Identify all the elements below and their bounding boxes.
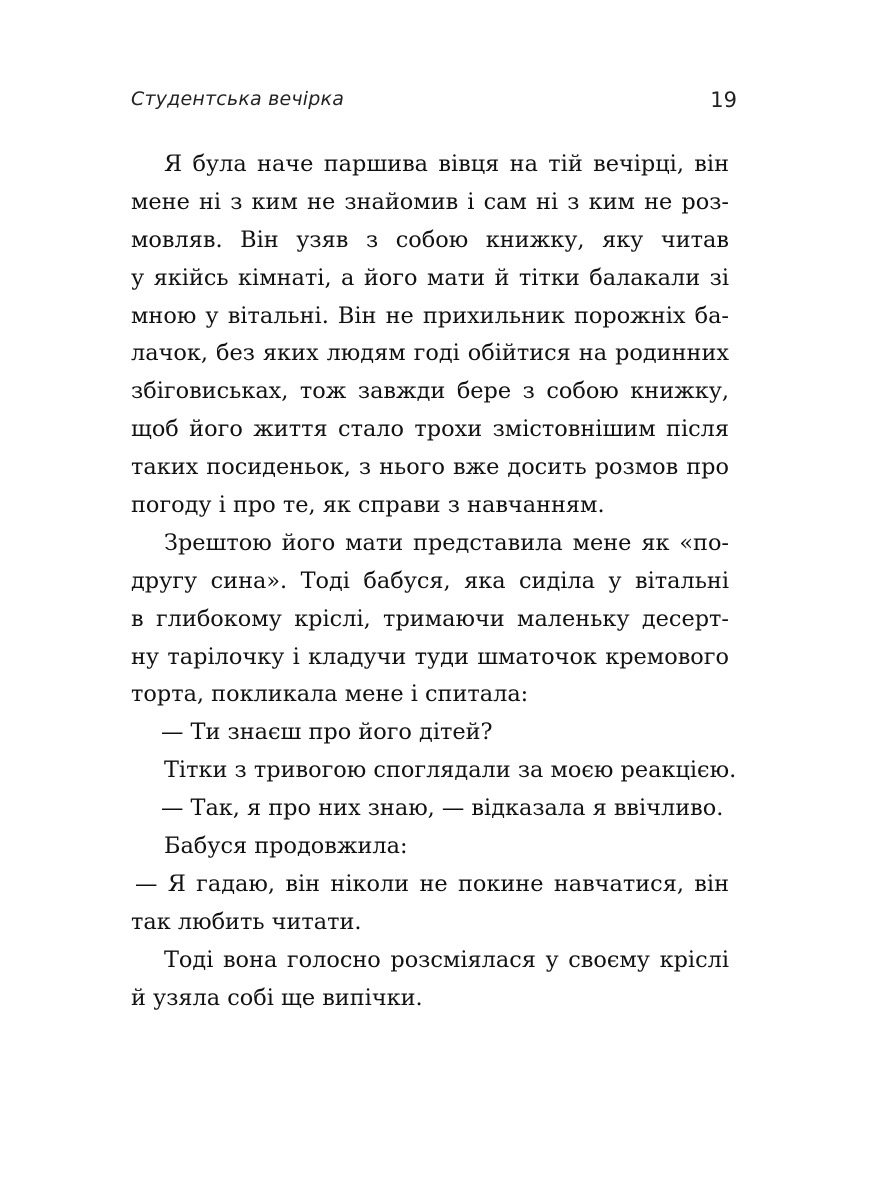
text-line: лачок, без яких людям годі обійтися на родинних	[131, 340, 729, 367]
dialogue-line: — Ти знаєш про його дітей?	[161, 719, 493, 746]
text-line: ну тарілочку і кладучи туди шматочок кремового	[131, 643, 729, 670]
text-line: таких посиденьок, з нього вже досить розмов про	[131, 454, 729, 481]
text-line: в глибокому кріслі, тримаючи маленьку десерт-	[131, 605, 729, 632]
text-line: збіговиськах, тож завжди бере з собою книжку,	[131, 378, 729, 405]
body-text	[131, 146, 737, 1017]
text-line: мною у вітальні. Він не прихильник порожніх ба-	[131, 302, 729, 329]
page-number: 19	[710, 88, 737, 112]
dialogue-line: — Я гадаю, він ніколи не покине навчатися, він	[135, 870, 729, 897]
text-line: щоб його життя стало трохи змістовнішим після	[131, 416, 729, 443]
text-line: торта, покликала мене і спитала:	[131, 681, 529, 708]
text-line: другу сина». Тоді бабуся, яка сиділа у вітальні	[131, 567, 729, 594]
text-line: Тітки з тривогою споглядали за моєю реакцією.	[164, 757, 737, 784]
text-line: мовляв. Він узяв з собою книжку, яку читав	[131, 226, 729, 253]
text-line: Я була наче паршива вівця на тій вечірці, він	[164, 151, 729, 177]
text-line: Зрештою його мати представила мене як «по-	[164, 529, 729, 556]
text-line: так любить читати.	[131, 908, 362, 935]
dialogue-line: — Так, я про них знаю, — відказала я ввічливо.	[161, 795, 724, 822]
text-line: Бабуся продовжила:	[164, 833, 408, 860]
text-line: погоду і про те, як справи з навчанням.	[131, 492, 605, 519]
running-head	[131, 88, 737, 120]
text-line: мене ні з ким не знайомив і сам ні з ким не роз-	[131, 188, 729, 215]
text-line: й узяла собі ще випічки.	[131, 984, 423, 1011]
running-title: Студентська вечірка	[131, 88, 345, 110]
text-line: у якійсь кімнаті, а його мати й тітки балакали зі	[131, 264, 729, 291]
text-line: Тоді вона голосно розсміялася у своєму кріслі	[164, 946, 729, 973]
